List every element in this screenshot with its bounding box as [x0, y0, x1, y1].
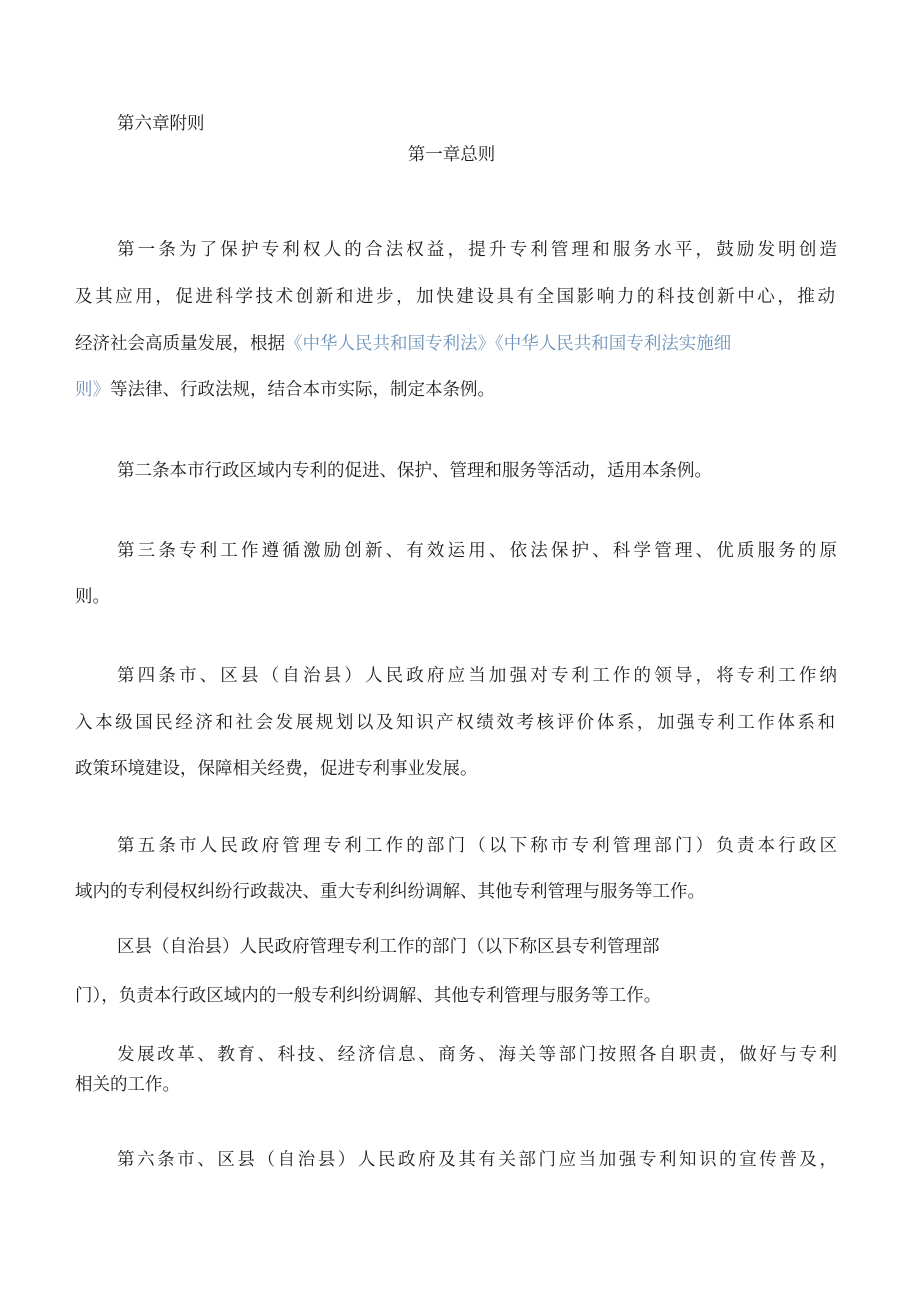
- article-1-line-4: [75, 378, 835, 402]
- article-1-line-2: 及其应用，促进科学技术创新和进步，加快建设具有全国影响力的科技创新中心，推动: [75, 287, 835, 307]
- article-3-line-2: 则。: [75, 587, 110, 607]
- patent-law-link-cont[interactable]: 则》: [75, 380, 110, 400]
- article-5-para-3-line-1: 发展改革、教育、科技、经济信息、商务、海关等部门按照各自职责，做好与专利: [117, 1045, 837, 1065]
- article-4-line-1: 第四条市、区县（自治县）人民政府应当加强对专利工作的领导，将专利工作纳: [117, 666, 837, 686]
- article-5-para-2-line-2: 门），负责本行政区域内的一般专利纠纷调解、其他专利管理与服务等工作。: [75, 986, 662, 1006]
- patent-law-link[interactable]: 《中华人民共和国专利法》《中华人民共和国专利法实施细: [285, 334, 732, 354]
- article-1-line-1: 第一条为了保护专利权人的合法权益，提升专利管理和服务水平，鼓励发明创造: [117, 240, 837, 260]
- article-5-para-2-line-1: 区县（自治县）人民政府管理专利工作的部门（以下称区县专利管理部: [117, 937, 660, 957]
- article-6-line-1: 第六条市、区县（自治县）人民政府及其有关部门应当加强专利知识的宣传普及，: [117, 1150, 837, 1170]
- previous-chapter-heading: 第六章附则: [117, 114, 205, 134]
- article-5-line-1: 第五条市人民政府管理专利工作的部门（以下称市专利管理部门）负责本行政区: [117, 836, 837, 856]
- chapter-title: 第一章总则: [407, 145, 496, 165]
- article-1-text: 经济社会高质量发展，根据: [75, 334, 285, 354]
- article-3-line-1: 第三条专利工作遵循激励创新、有效运用、依法保护、科学管理、优质服务的原: [117, 541, 837, 561]
- article-5-para-3-line-2: 相关的工作。: [75, 1075, 180, 1095]
- article-1-text-end: 等法律、行政法规，结合本市实际，制定本条例。: [110, 380, 495, 400]
- article-2-line-1: 第二条本市行政区域内专利的促进、保护、管理和服务等活动，适用本条例。: [117, 461, 712, 481]
- article-5-line-2: 域内的专利侵权纠纷行政裁决、重大专利纠纷调解、其他专利管理与服务等工作。: [75, 882, 705, 902]
- article-4-line-2: 入本级国民经济和社会发展规划以及知识产权绩效考核评价体系，加强专利工作体系和: [75, 713, 835, 733]
- article-4-line-3: 政策环境建设，保障相关经费，促进专利事业发展。: [75, 759, 478, 779]
- article-1-line-3: [75, 332, 835, 356]
